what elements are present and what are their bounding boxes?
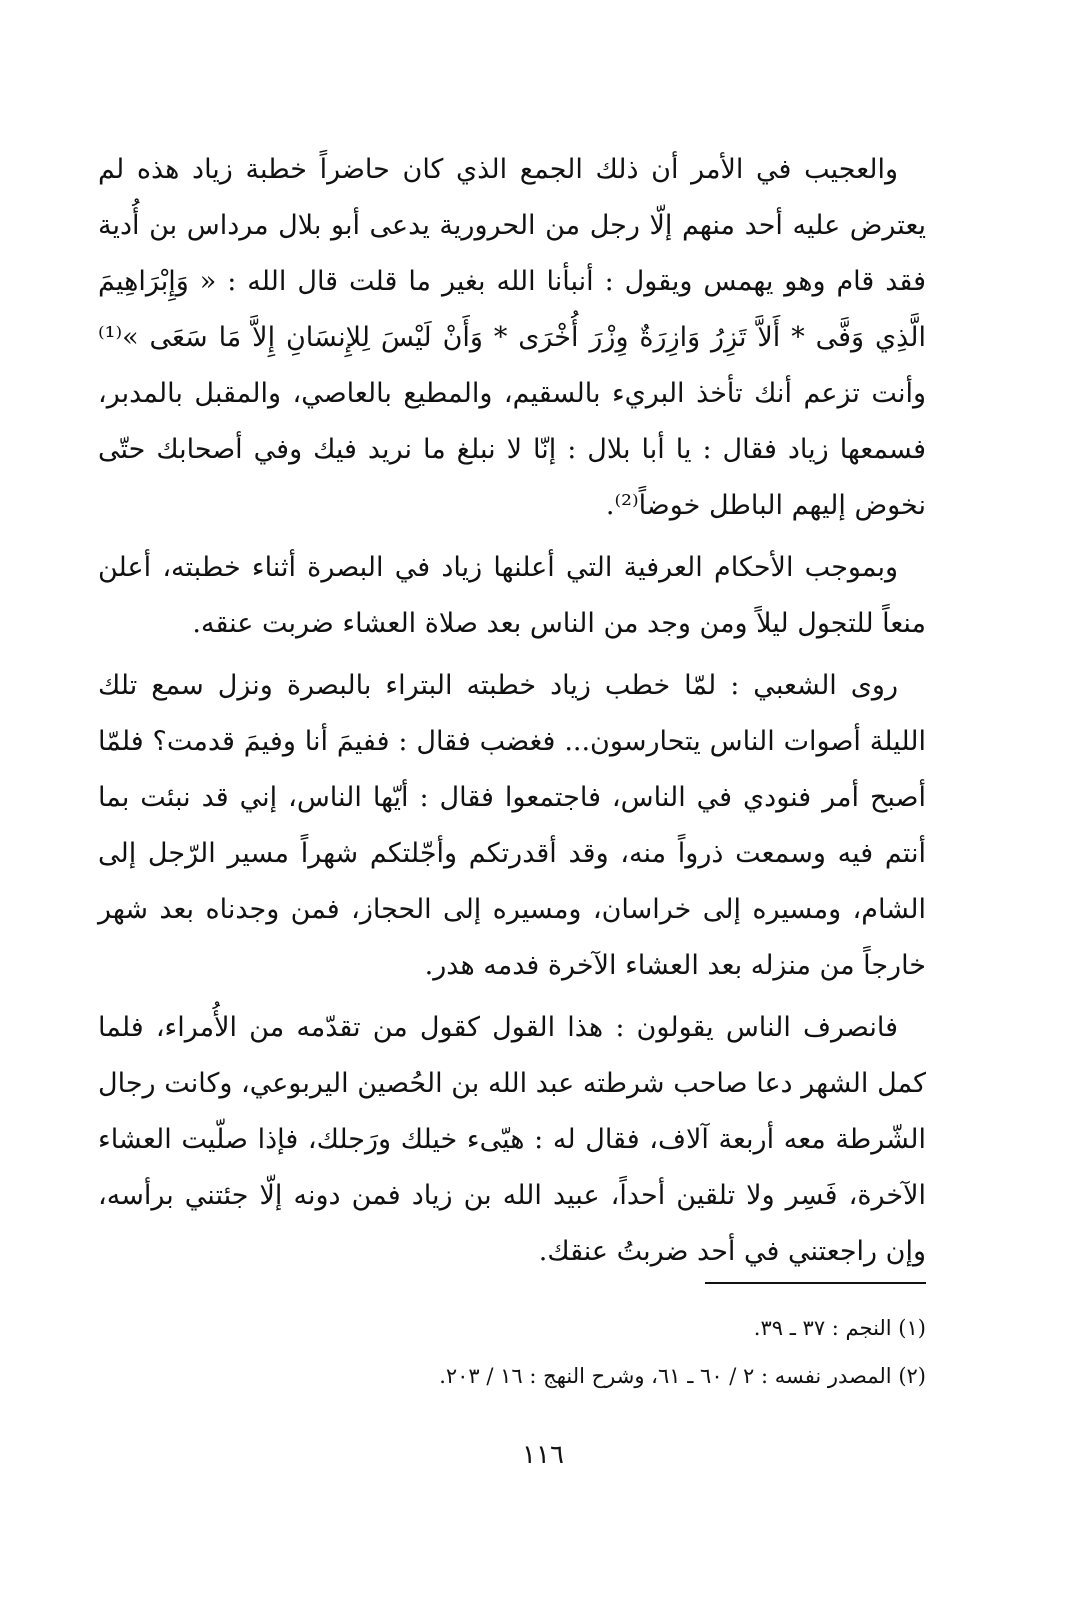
page-number: ١١٦	[522, 1440, 564, 1470]
main-text	[98, 142, 926, 1286]
paragraph-2: وبموجب الأحكام العرفية التي أعلنها زياد في البصرة أثناء خطبته، أعلن منعاً للتجول ليلاً ومن وجد من الناس بعد صلاة العشاء ضربت عنقه.	[98, 552, 926, 639]
paragraph-1: والعجيب في الأمر أن ذلك الجمع الذي كان حاضراً خطبة زياد هذه لم يعترض عليه أحد منهم إلّا رجل من الحرورية يدعى أبو بلال مرداس بن أُدية فقد قام وهو يهمس ويقول : أنبأنا الله بغير ما قلت قال الله : « وَإِبْرَاهِيمَ الَّذِي وَفَّى * أَلاَّ تَزِرُ وَازِرَةٌ وِزْرَ أُخْرَى * وَأَنْ لَيْسَ لِلإِنسَانِ إِلاَّ مَا سَعَى »⁽¹⁾ وأنت تزعم أنك تأخذ البريء بالسقيم، والمطيع بالعاصي، والمقبل بالمدبر، فسمعها زياد فقال : يا أبا بلال : إنّا لا نبلغ ما نريد فيك وفي أصحابك حتّى نخوض إليهم الباطل خوضاً⁽²⁾.	[98, 154, 926, 521]
footnotes	[98, 1304, 926, 1400]
footnote-2: (٢) المصدر نفسه : ٢ / ٦٠ ـ ٦١، وشرح النهج : ١٦ / ٢٠٣.	[439, 1364, 926, 1388]
footnote-separator	[705, 1282, 926, 1284]
footnote-1: (١) النجم : ٣٧ ـ ٣٩.	[753, 1316, 926, 1340]
paragraph-4: فانصرف الناس يقولون : هذا القول كقول من تقدّمه من الأُمراء، فلما كمل الشهر دعا صاحب شرطته عبد الله بن الحُصين اليربوعي، وكانت رجال الشّرطة معه أربعة آلاف، فقال له : هيّىء خيلك ورَجلك، فإذا صلّيت العشاء الآخرة، فَسِر ولا تلقين أحداً، عبيد الله بن زياد فمن دونه إلّا جئتني برأسه، وإن راجعتني في أحد ضربتُ عنقك.	[98, 1012, 926, 1267]
paragraph-3: روى الشعبي : لمّا خطب زياد خطبته البتراء بالبصرة ونزل سمع تلك الليلة أصوات الناس يتحارسون... فغضب فقال : ففيمَ أنا وفيمَ قدمت؟ فلمّا أصبح أمر فنودي في الناس، فاجتمعوا فقال : أيّها الناس، إني قد نبئت بما أنتم فيه وسمعت ذرواً منه، وقد أقدرتكم وأجّلتكم شهراً مسير الرّجل إلى الشام، ومسيره إلى خراسان، ومسيره إلى الحجاز، فمن وجدناه بعد شهر خارجاً من منزله بعد العشاء الآخرة فدمه هدر.	[98, 670, 926, 981]
